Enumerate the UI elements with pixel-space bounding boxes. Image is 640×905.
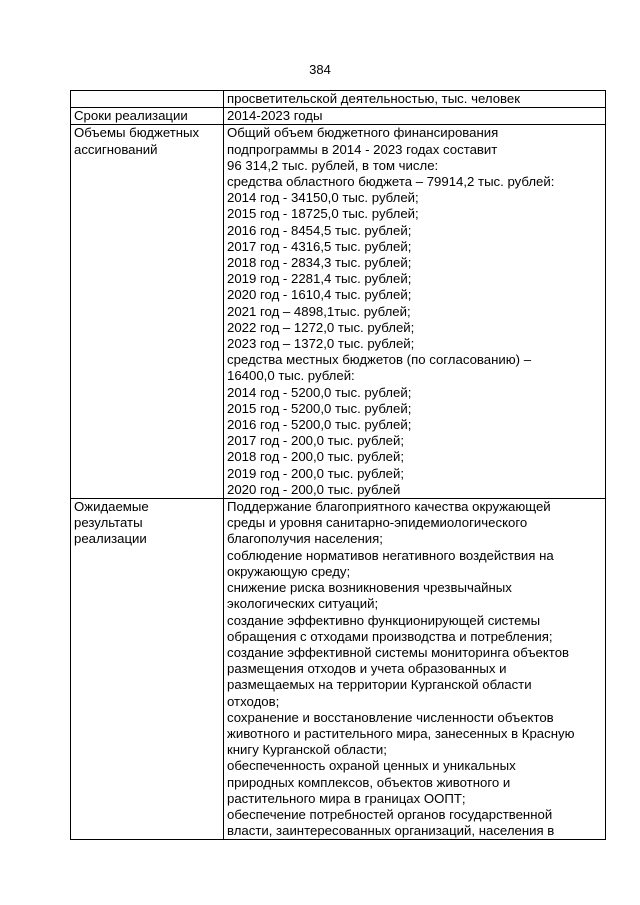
row-content-line: 2015 год - 5200,0 тыс. рублей; (227, 400, 412, 416)
row-content-cell (224, 125, 606, 499)
row-content-line: власти, заинтересованных организаций, населения в (227, 823, 555, 839)
row-content-line: средства областного бюджета – 79914,2 тыс. рублей: (227, 174, 555, 190)
row-label-cell (71, 499, 224, 840)
row-label-line: Сроки реализации (74, 108, 188, 124)
row-content-line: соблюдение нормативов негативного воздействия на (227, 547, 554, 563)
table-row (71, 499, 606, 840)
row-label-line: результаты (74, 515, 143, 531)
row-content-line: снижение риска возникновения чрезвычайных (227, 580, 512, 596)
row-content-line: 2016 год - 8454,5 тыс. рублей; (227, 222, 412, 238)
table-body (71, 91, 606, 840)
row-label-cell (71, 108, 224, 125)
row-content-line: 2022 год – 1272,0 тыс. рублей; (227, 319, 415, 335)
table-row (71, 108, 606, 125)
row-content-cell (224, 499, 606, 840)
row-content-line: 2015 год - 18725,0 тыс. рублей; (227, 206, 419, 222)
row-content-line: 2018 год - 2834,3 тыс. рублей; (227, 255, 412, 271)
row-content-line: создание эффективно функционирующей системы (227, 612, 541, 628)
row-content-line: Поддержание благоприятного качества окружающей (227, 499, 551, 515)
row-content-line: 2019 год - 200,0 тыс. рублей; (227, 465, 405, 481)
program-passport-table (70, 90, 606, 840)
row-label-line: Объемы бюджетных (74, 125, 200, 141)
row-content-line: сохранение и восстановление численности объектов (227, 709, 554, 725)
row-content-line: окружающую среду; (227, 563, 351, 579)
row-label-cell (71, 125, 224, 499)
row-content-line: животного и растительного мира, занесенных в Красную (227, 725, 575, 741)
row-content-line: обращения с отходами производства и потребления; (227, 628, 553, 644)
row-content-line: 2018 год - 200,0 тыс. рублей; (227, 449, 405, 465)
row-content-line: размещаемых на территории Курганской области (227, 677, 532, 693)
row-content-line: 2016 год - 5200,0 тыс. рублей; (227, 417, 412, 433)
row-content-line: 2014-2023 годы (227, 108, 323, 124)
table-row (71, 91, 606, 108)
row-content-cell (224, 91, 606, 108)
row-content-line: 2020 год - 1610,4 тыс. рублей; (227, 287, 412, 303)
row-label-cell (71, 91, 224, 108)
row-content-line: 2014 год - 34150,0 тыс. рублей; (227, 190, 419, 206)
row-content-line: размещения отходов и учета образованных и (227, 661, 507, 677)
row-content-line: 2017 год - 4316,5 тыс. рублей; (227, 238, 412, 254)
row-content-line: 2020 год - 200,0 тыс. рублей (227, 481, 401, 497)
row-content-line: 2021 год – 4898,1тыс. рублей; (227, 303, 411, 319)
row-content-line: 16400,0 тыс. рублей: (227, 368, 355, 384)
row-content-line: создание эффективной системы мониторинга объектов (227, 644, 570, 660)
row-content-line: растительного мира в границах ООПТ; (227, 790, 466, 806)
row-content-line: Общий объем бюджетного финансирования (227, 125, 499, 141)
row-content-line: 2019 год - 2281,4 тыс. рублей; (227, 271, 412, 287)
row-content-line: средства местных бюджетов (по согласованию) – (227, 352, 532, 368)
row-content-cell (224, 108, 606, 125)
row-label-line: Ожидаемые (74, 499, 149, 515)
row-label-line: реализации (74, 531, 147, 547)
row-content-line: 2017 год - 200,0 тыс. рублей; (227, 433, 405, 449)
row-content-line: 96 314,2 тыс. рублей, в том числе: (227, 157, 439, 173)
row-content-line: обеспеченность охраной ценных и уникальных (227, 758, 516, 774)
row-content-line: книгу Курганской области; (227, 742, 387, 758)
row-content-line: обеспечение потребностей органов государственной (227, 806, 553, 822)
row-content-line: 2023 год – 1372,0 тыс. рублей; (227, 336, 415, 352)
row-content-line: природных комплексов, объектов животного и (227, 774, 511, 790)
row-content-line: экологических ситуаций; (227, 596, 379, 612)
row-content-line: среды и уровня санитарно-эпидемиологического (227, 515, 528, 531)
row-content-line: отходов; (227, 693, 280, 709)
row-content-line: подпрограммы в 2014 - 2023 годах составит (227, 141, 498, 157)
table-row (71, 125, 606, 499)
row-content-line: просветительской деятельностью, тыс. человек (227, 91, 521, 106)
row-label-line: ассигнований (74, 141, 158, 157)
page-number: 384 (309, 62, 331, 77)
row-content-line: 2014 год - 5200,0 тыс. рублей; (227, 384, 412, 400)
row-content-line: благополучия населения; (227, 531, 383, 547)
